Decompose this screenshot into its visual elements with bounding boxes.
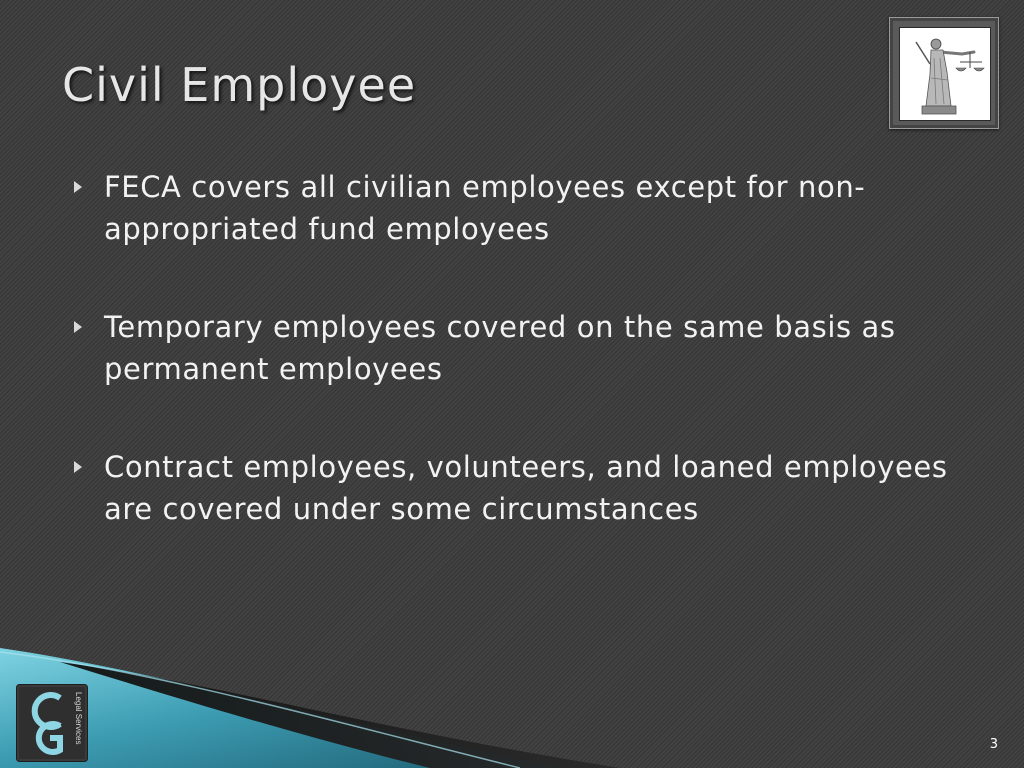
bullet-text: FECA covers all civilian employees except for non-appropriated fund employees [104,170,866,246]
page-number: 3 [989,737,998,752]
slide-title: Civil Employee [62,58,417,112]
cg-logo-icon [16,684,88,762]
lady-justice-icon [900,28,990,120]
bullet-item [74,446,974,530]
bullet-list [74,166,974,586]
cg-legal-services-logo [16,684,88,762]
bullet-item [74,166,974,250]
bullet-text: Temporary employees covered on the same basis as permanent employees [104,310,896,386]
bullet-arrow-icon [74,461,82,473]
lady-justice-image [889,17,999,129]
bullet-arrow-icon [74,181,82,193]
bottom-wave-decoration [0,640,620,768]
bullet-item [74,306,974,390]
bullet-arrow-icon [74,321,82,333]
logo-vertical-text: Legal Services [74,692,83,745]
bullet-text: Contract employees, volunteers, and loaned employees are covered under some circumstances [104,450,948,526]
